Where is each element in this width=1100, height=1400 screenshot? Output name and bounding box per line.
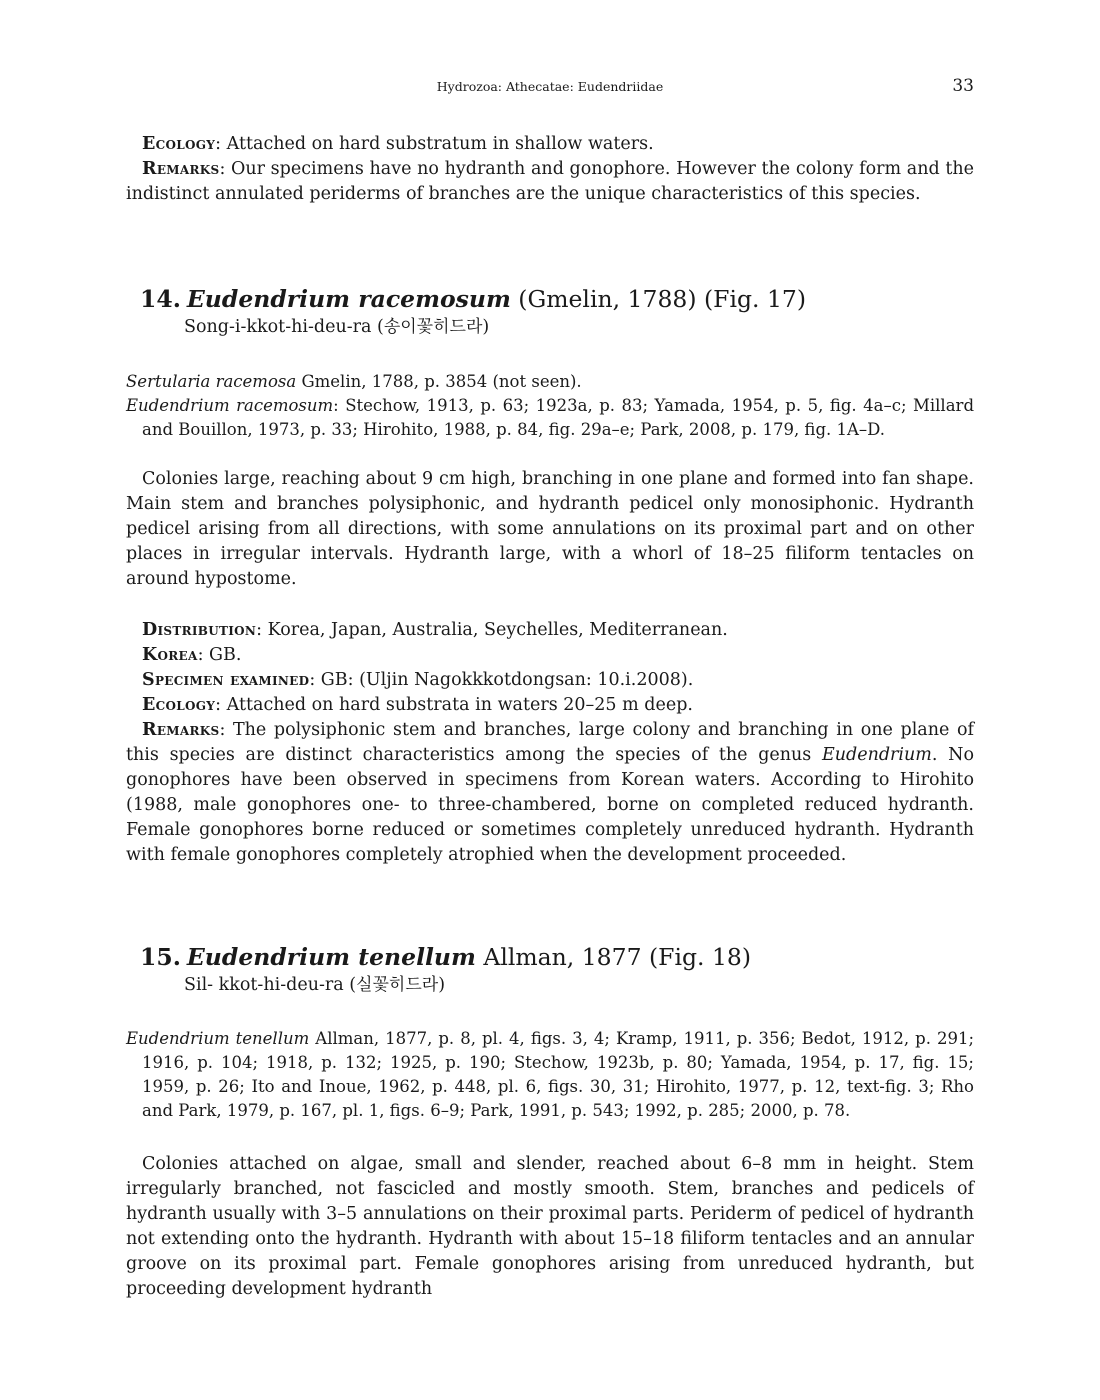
korea-locality: Korea: GB. — [142, 645, 242, 665]
species-name: Eudendrium racemosum — [186, 285, 511, 313]
remarks-label: Remarks — [142, 159, 220, 179]
species-number: 14. — [140, 285, 181, 313]
korean-hangul: 송이꽃히드라 — [383, 317, 483, 337]
species-15-description: Colonies attached on algae, small and slender, reached about 6–8 mm in height. Stem irregularly branched, not fascicled and mostly smooth. Stem, branches and pedicels of hydranth usually with 3–5 annulations on their proximal parts. Periderm of pedicel of hydranth not extending onto the hydranth. Hydranth with about 15–18 filiform tentacles and an annular groove on its proximal part. Female gonophores arising from unreduced hydranth, but proceeding development hydranth — [126, 1154, 974, 1299]
specimen-examined: Specimen examined: GB: (Uljin Nagokkkotdongsan: 10.i.2008). — [142, 670, 694, 690]
ecology-text: : Attached on hard substratum in shallow waters. — [215, 134, 654, 154]
korean-romanized: Sil- kkot-hi-deu-ra — [184, 975, 344, 995]
page-number: 33 — [952, 76, 974, 96]
species-14-synonymy — [126, 370, 974, 442]
synonym-entry: Eudendrium tenellum Allman, 1877, p. 8, pl. 4, figs. 3, 4; Kramp, 1911, p. 356; Bedot, 1912, p. 291; 1916, p. 104; 1918, p. 132; 1925, p. 190; Stechow, 1923b, p. 80; Yamada, 1954, p. 17, fig. 15; 1959, p. 26; Ito and Inoue, 1962, p. 448, pl. 6, figs. 30, 31; Hirohito, 1977, p. 12, text-fig. 3; Rho and Park, 1979, p. 167, pl. 1, figs. 6–9; Park, 1991, p. 543; 1992, p. 285; 2000, p. 78. — [126, 1029, 975, 1120]
species-14-description: Colonies large, reaching about 9 cm high, branching in one plane and formed into fan shape. Main stem and branches polysiphonic, and hydranth pedicel only monosiphonic. Hydranth pedicel arising from all directions, with some annulations on its proximal part and on other places in irregular intervals. Hydranth large, with a whorl of 18–25 filiform tentacles on around hypostome. — [126, 469, 974, 589]
species-name: Eudendrium tenellum — [186, 943, 476, 971]
species-15-heading — [140, 942, 970, 998]
species-14-title — [140, 284, 970, 314]
distribution: Distribution: Korea, Japan, Australia, Seychelles, Mediterranean. — [142, 620, 728, 640]
running-head — [126, 76, 974, 96]
synonym-entry: Eudendrium racemosum: Stechow, 1913, p. 63; 1923a, p. 83; Yamada, 1954, p. 5, fig. 4a–c; Millard and Bouillon, 1973, p. 33; Hirohito, 1988, p. 84, fig. 29a–e; Park, 2008, p. 179, fig. 1A–D. — [126, 396, 975, 439]
korean-romanized: Song-i-kkot-hi-deu-ra — [184, 317, 372, 337]
ecology: Ecology: Attached on hard substrata in waters 20–25 m deep. — [142, 695, 693, 715]
prev-remarks — [126, 157, 974, 207]
prev-ecology — [126, 132, 974, 157]
remarks-text: : Our specimens have no hydranth and gonophore. However the colony form and the indistinct annulated periderms of branches are the unique characteristics of this species. — [126, 159, 974, 204]
species-15-synonymy — [126, 1027, 974, 1123]
synonym-entry: Sertularia racemosa Gmelin, 1788, p. 3854 (not seen). — [126, 372, 582, 391]
prev-species-notes — [126, 132, 974, 207]
species-author: Allman, 1877 (Fig. 18) — [475, 943, 752, 971]
species-15-title — [140, 942, 970, 972]
species-14-korean-name: Song-i-kkot-hi-deu-ra (송이꽃히드라) — [184, 317, 490, 337]
species-author: (Gmelin, 1788) (Fig. 17) — [510, 285, 807, 313]
ecology-label: Ecology — [142, 134, 216, 154]
running-title: Hydrozoa: Athecatae: Eudendriidae — [436, 79, 664, 94]
species-14-notes — [126, 618, 974, 868]
species-14-heading — [140, 284, 970, 340]
species-15-korean-name: Sil- kkot-hi-deu-ra (실꽃히드라) — [184, 975, 446, 995]
remarks: Remarks: The polysiphonic stem and branches, large colony and branching in one plane of this species are distinct characteristics among the species of the genus Eudendrium. No gonophores have been observed in specimens from Korean waters. According to Hirohito (1988, male gonophores one- to three-chambered, borne on completed reduced hydranth. Female gonophores borne reduced or sometimes completely unreduced hydranth. Hydranth with female gonophores completely atrophied when the development proceeded. — [126, 720, 974, 865]
korean-hangul: 실꽃히드라 — [356, 975, 439, 995]
species-number: 15. — [140, 943, 181, 971]
